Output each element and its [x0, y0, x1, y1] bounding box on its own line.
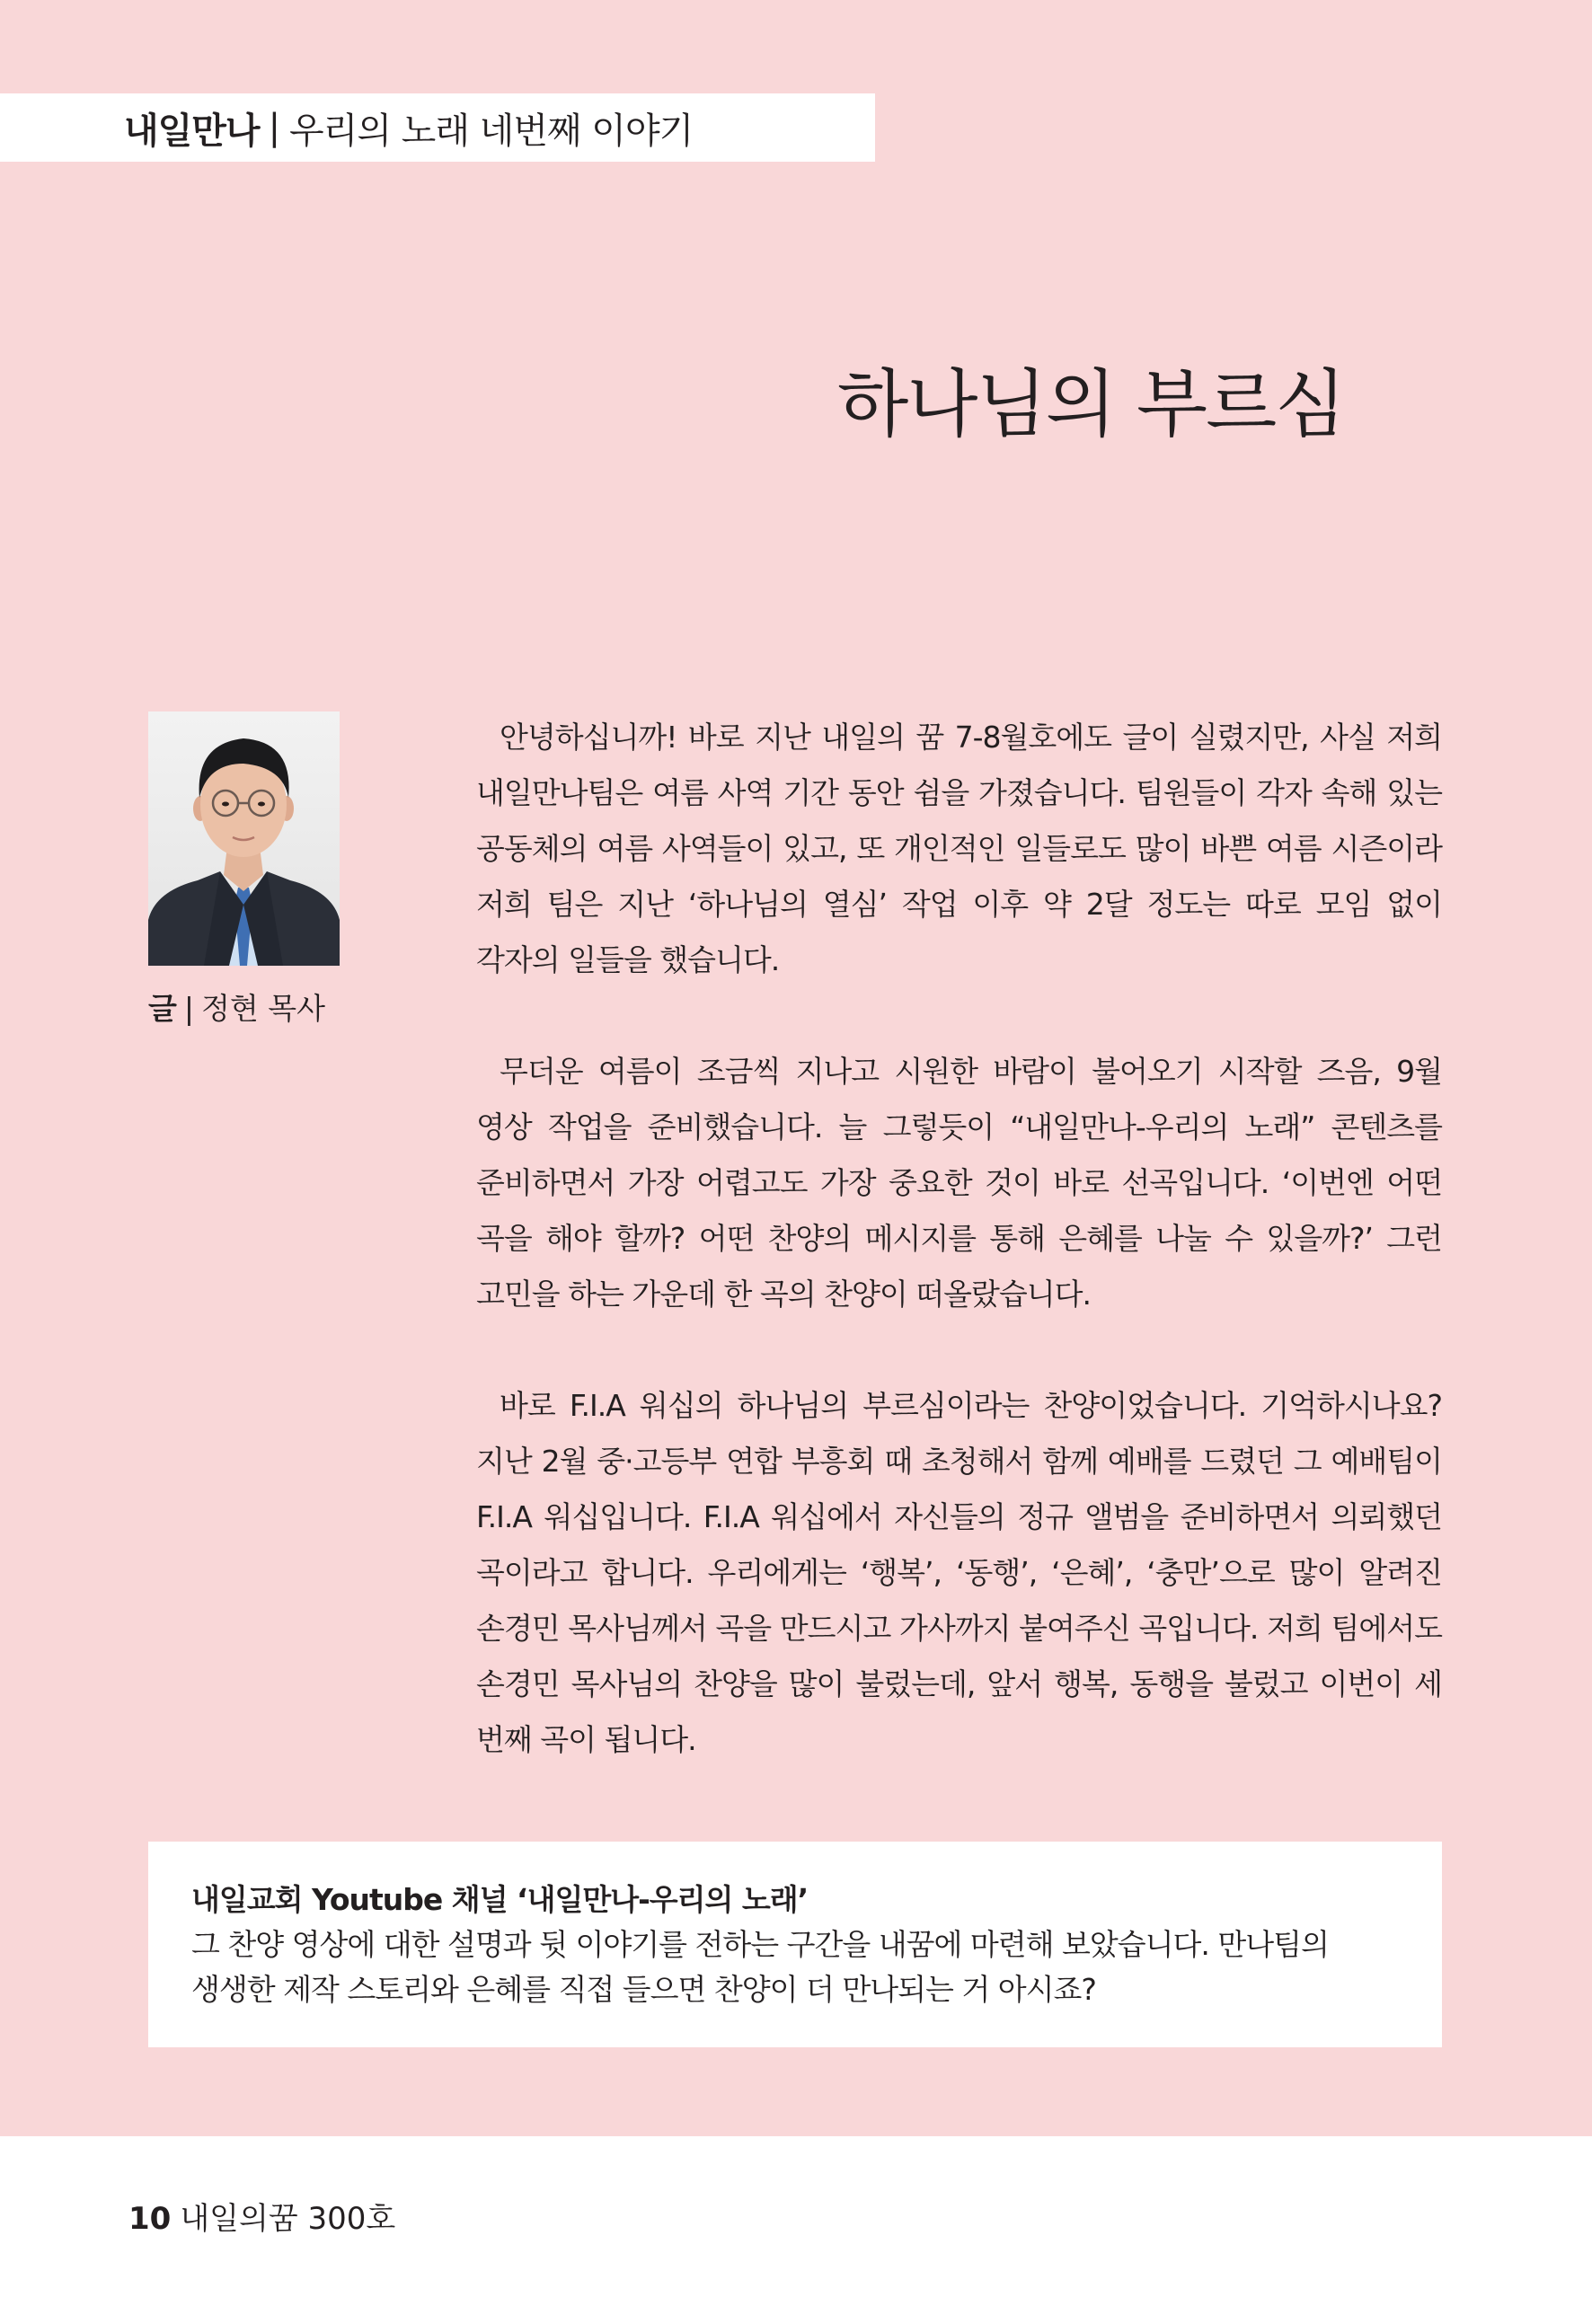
section-header [0, 93, 875, 162]
header-separator: | [268, 107, 281, 148]
author-portrait-illustration [148, 711, 340, 966]
byline [148, 985, 325, 1028]
article-title: 하나님의 부르심 [837, 362, 1345, 447]
callout-body: 그 찬양 영상에 대한 설명과 뒷 이야기를 전하는 구간을 내꿈에 마련해 보았습니다. 만나팀의 생생한 제작 스토리와 은혜를 직접 들으면 찬양이 더 만나되는 거 아시죠? [191, 1927, 1329, 2007]
page-footer [128, 2194, 395, 2238]
publication-name: 내일의꿈 300호 [180, 2201, 396, 2237]
article-body [476, 710, 1442, 1768]
author-name: 정현 목사 [201, 991, 326, 1026]
byline-separator: | [183, 991, 195, 1026]
byline-label: 글 [148, 991, 177, 1026]
youtube-callout-box [148, 1842, 1442, 2047]
section-name: 내일만나 [124, 110, 260, 152]
callout-title: 내일교회 Youtube 채널 ‘내일만나-우리의 노래’ [191, 1882, 809, 1917]
article-paragraph: 바로 F.I.A 워십의 하나님의 부르심이라는 찬양이었습니다. 기억하시나요? 지난 2월 중·고등부 연합 부흥회 때 초청해서 함께 예배를 드렸던 그 예배팀이 F.I.A 워십입니다. F.I.A 워십에서 자신들의 정규 앨범을 준비하면서 의뢰했던 곡이라고 합니다. 우리에게는 ‘행복’, ‘동행’, ‘은혜’, ‘충만’으로 많이 알려진 손경민 목사님께서 곡을 만드시고 가사까지 붙여주신 곡입니다. 저희 팀에서도 손경민 목사님의 찬양을 많이 불렀는데, 앞서 행복, 동행을 불렀고 이번이 세 번째 곡이 됩니다. [476, 1388, 1442, 1757]
section-subtitle: 우리의 노래 네번째 이야기 [289, 110, 694, 152]
article-paragraph: 안녕하십니까! 바로 지난 내일의 꿈 7-8월호에도 글이 실렸지만, 사실 저희 내일만나팀은 여름 사역 기간 동안 쉼을 가졌습니다. 팀원들이 각자 속해 있는 공동체의 여름 사역들이 있고, 또 개인적인 일들로도 많이 바쁜 여름 시즌이라 저희 팀은 지난 ‘하나님의 열심’ 작업 이후 약 2달 정도는 따로 모임 없이 각자의 일들을 했습니다. [476, 720, 1442, 977]
article-paragraph: 무더운 여름이 조금씩 지나고 시원한 바람이 불어오기 시작할 즈음, 9월 영상 작업을 준비했습니다. 늘 그렇듯이 “내일만나-우리의 노래” 콘텐츠를 준비하면서 가장 어렵고도 가장 중요한 것이 바로 선곡입니다. ‘이번엔 어떤 곡을 해야 할까? 어떤 찬양의 메시지를 통해 은혜를 나눌 수 있을까?’ 그런 고민을 하는 가운데 한 곡의 찬양이 떠올랐습니다. [476, 1054, 1442, 1312]
author-photo [148, 711, 340, 966]
page-number: 10 [128, 2201, 172, 2237]
